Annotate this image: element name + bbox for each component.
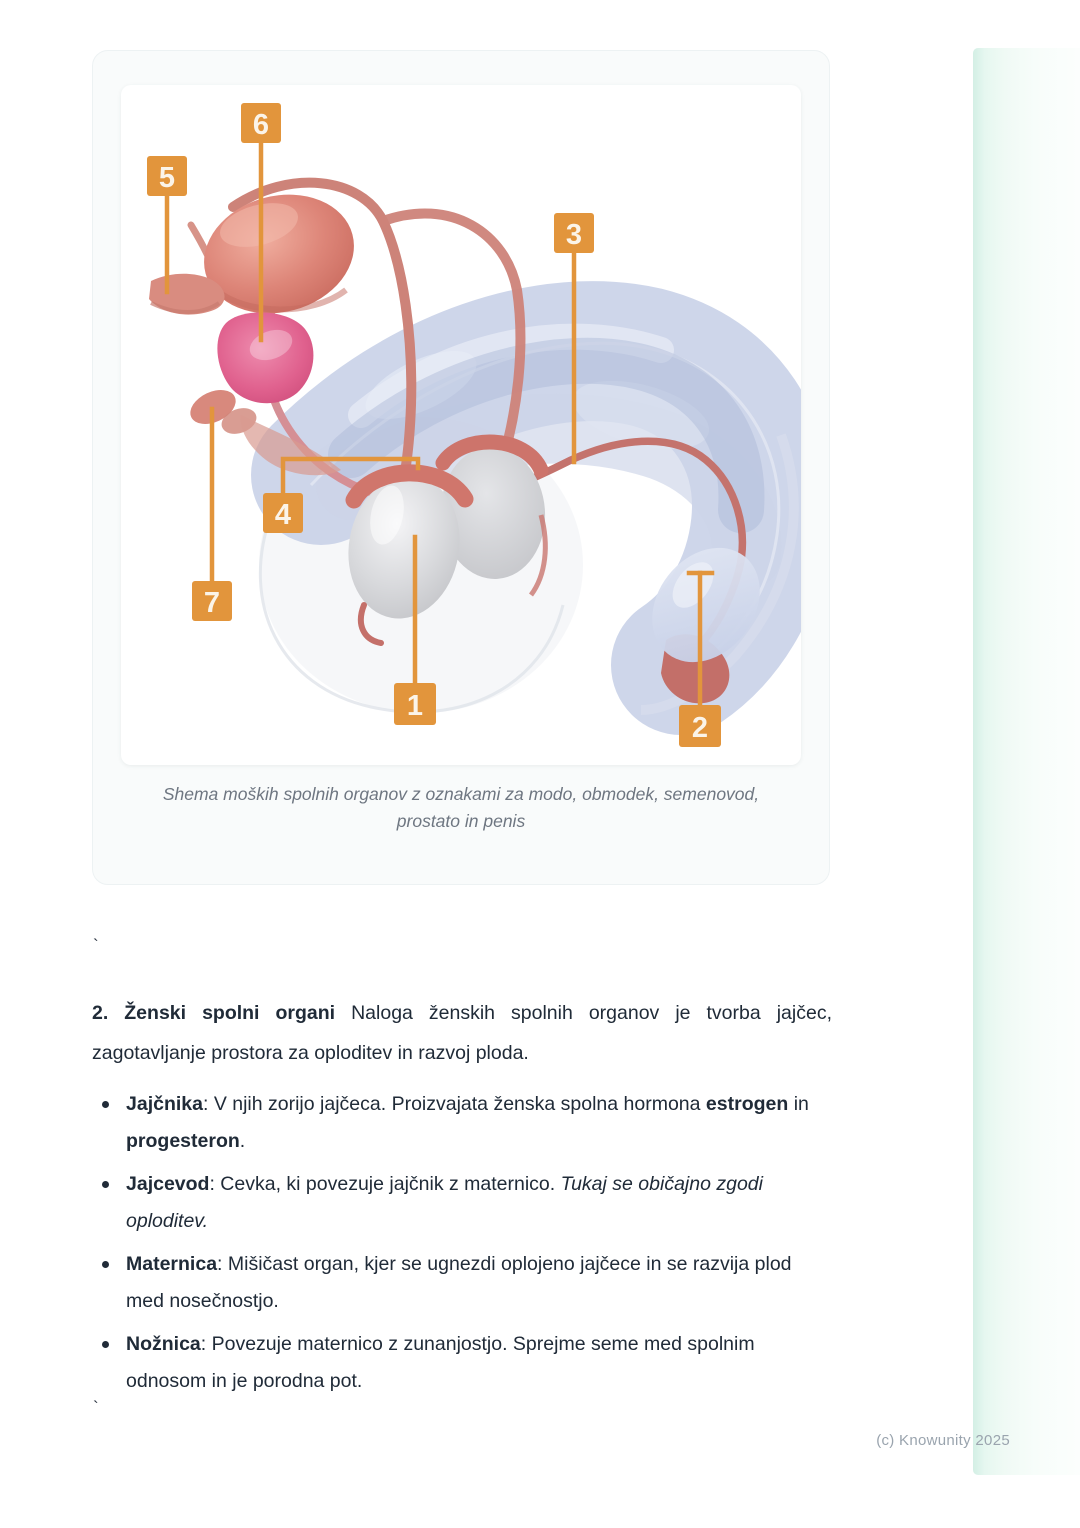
label-5-number: 5 [158, 162, 176, 194]
male-anatomy-illustration [121, 85, 801, 765]
section-heading-bold: 2. Ženski spolni organi [92, 1002, 336, 1024]
list-item-text: Tukaj se običajno zgodi oploditev. [126, 1173, 763, 1232]
label-2-number: 2 [691, 712, 709, 744]
label-4-number: 4 [274, 499, 292, 531]
list-item-text: progesteron [126, 1130, 240, 1152]
bullet-marker [102, 1341, 109, 1348]
figure-label-7 [192, 409, 232, 621]
list-item-text: in [788, 1093, 809, 1115]
bullet-marker [102, 1101, 109, 1108]
list-item-text: Jajčnika [126, 1093, 203, 1115]
page-edge-accent [973, 48, 1080, 1475]
copyright-text: (c) Knowunity 2025 [876, 1432, 1010, 1449]
stray-backtick-top: ` [93, 936, 99, 955]
bullet-marker [102, 1181, 109, 1188]
figure-caption: Shema moških spolnih organov z oznakami za modo, obmodek, semenovod, prostato in penis [162, 784, 760, 831]
stray-backtick-bottom: ` [93, 1398, 99, 1417]
list-item-text: : V njih zorijo jajčeca. Proizvajata ženska spolna hormona [202, 1093, 706, 1115]
prostate [217, 312, 313, 403]
list-item-text: : Cevka, ki povezuje jajčnik z maternico. [209, 1173, 561, 1195]
figure-image [121, 85, 801, 765]
section-heading [92, 993, 832, 1073]
list-item-text: . [239, 1130, 246, 1152]
list-item-text: estrogen [705, 1093, 789, 1115]
list-item [100, 1326, 826, 1400]
figure-label-5 [147, 156, 187, 292]
label-1-number: 1 [406, 690, 424, 722]
label-6-number: 6 [252, 109, 270, 141]
bullet-marker [102, 1261, 109, 1268]
list-item-text: Nožnica [126, 1333, 201, 1355]
list-item-text: Jajcevod [126, 1173, 210, 1195]
list-item [100, 1166, 826, 1240]
section-heading-text: Naloga ženskih spolnih organov je tvorba jajčec, zagotavljanje prostora za oploditev in razvoj ploda. [92, 1002, 832, 1064]
list-item-text: : Mišičast organ, kjer se ugnezdi oplojeno jajčece in se razvija plod med nosečnostjo. [126, 1253, 792, 1312]
list-item [100, 1246, 826, 1320]
label-7-number: 7 [203, 587, 221, 619]
list-item-text: Maternica [126, 1253, 218, 1275]
list-item-text: : Povezuje maternico z zunanjostjo. Sprejme seme med spolnim odnosom in je porodna pot. [126, 1333, 755, 1392]
label-3-number: 3 [565, 219, 583, 251]
figure-card [92, 50, 830, 885]
bullet-list [100, 1086, 826, 1406]
list-item [100, 1086, 826, 1160]
